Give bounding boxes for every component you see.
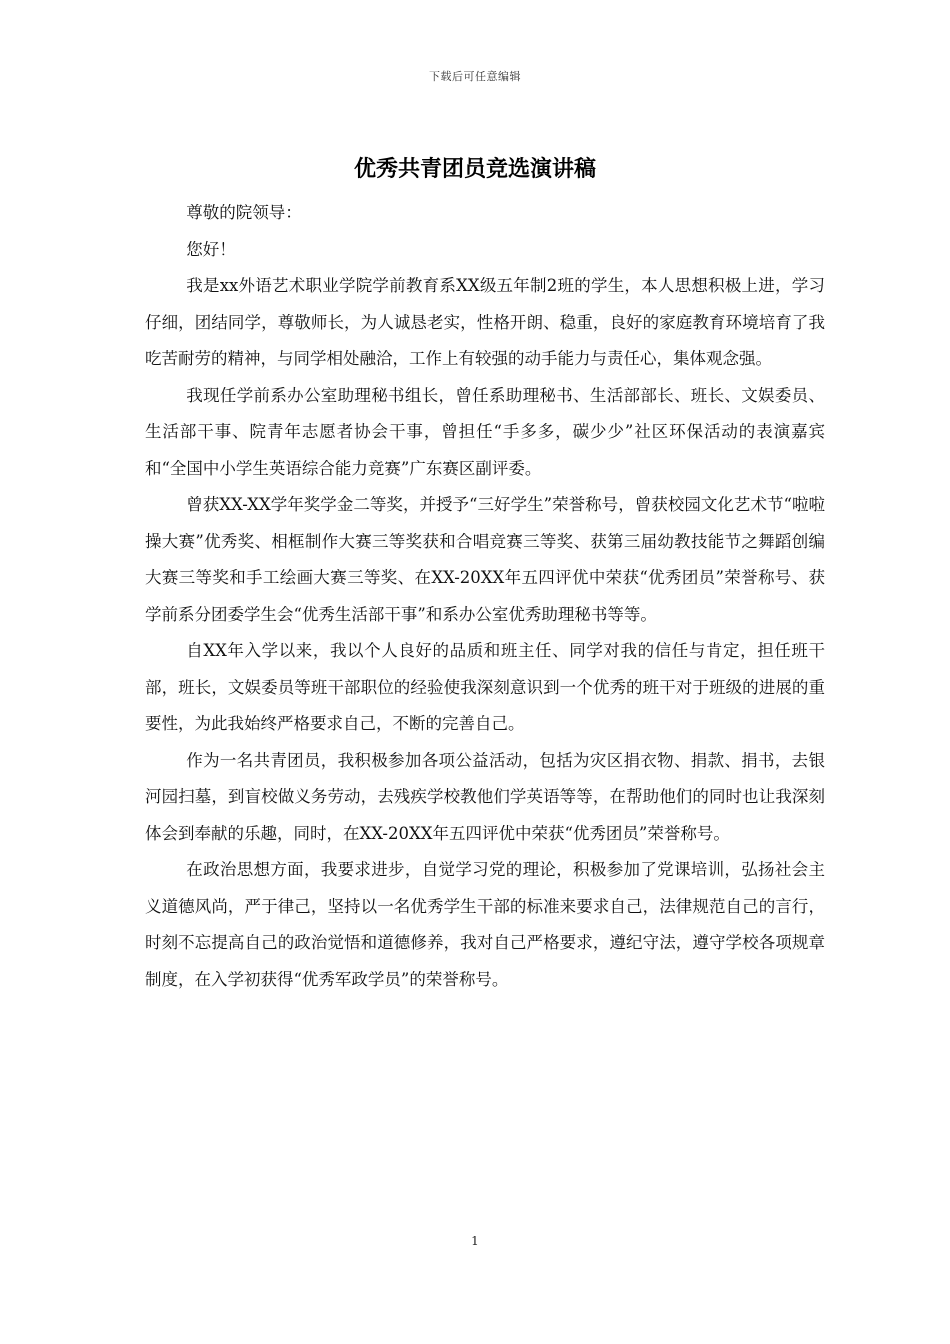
paragraph-politics: 在政治思想方面，我要求进步，自觉学习党的理论，积极参加了党课培训，弘扬社会主义道德风尚，严于律己，坚持以一名优秀学生干部的标准来要求自己，法律规范自己的言行，时刻不忘提高自己的政治觉悟和道德修养，我对自己严格要求，遵纪守法，遵守学校各项规章制度，在入学初获得“优秀军政学员”的荣誉称号。 <box>145 860 825 989</box>
paragraph-class-leader: 自XX年入学以来，我以个人良好的品质和班主任、同学对我的信任与肯定，担任班干部，班长，文娱委员等班干部职位的经验使我深刻意识到一个优秀的班干对于班级的进展的重要性，为此我始终严格要求自己，不断的完善自己。 <box>145 641 825 733</box>
paragraph-positions: 我现任学前系办公室助理秘书组长，曾任系助理秘书、生活部部长、班长、文娱委员、生活部干事、院青年志愿者协会干事，曾担任“手多多，碳少少”社区环保活动的表演嘉宾和“全国中小学生英语综合能力竞赛”广东赛区副评委。 <box>145 385 825 478</box>
header-note: 下载后可任意编辑 <box>429 70 521 83</box>
salutation: 尊敬的院领导： <box>186 203 302 222</box>
paragraph-intro: 我是xx外语艺术职业学院学前教育系XX级五年制2班的学生，本人思想积极上进，学习仔细，团结同学，尊敬师长，为人诚恳老实，性格开朗、稳重，良好的家庭教育环境培育了我吃苦耐劳的精神，与同学相处融洽，工作上有较强的动手能力与责任心，集体观念强。 <box>145 276 825 368</box>
page-number: 1 <box>471 1234 479 1248</box>
document-body <box>145 195 825 998</box>
greeting: 您好！ <box>186 239 236 259</box>
paragraph-awards: 曾获XX-XX学年奖学金二等奖，并授予“三好学生”荣誉称号，曾获校园文化艺术节“啦啦操大赛”优秀奖、相框制作大赛三等奖获和合唱竞赛三等奖、获第三届幼教技能节之舞蹈创编大赛三等奖和手工绘画大赛三等奖、在XX-20XX年五四评优中荣获“优秀团员”荣誉称号、获学前系分团委学生会“优秀生活部干事”和系办公室优秀助理秘书等等。 <box>145 495 825 624</box>
document-title: 优秀共青团员竞选演讲稿 <box>353 156 596 182</box>
paragraph-volunteering: 作为一名共青团员，我积极参加各项公益活动，包括为灾区捐衣物、捐款、捐书，去银河园扫墓，到盲校做义务劳动，去残疾学校教他们学英语等等，在帮助他们的同时也让我深刻体会到奉献的乐趣，同时，在XX-20XX年五四评优中荣获“优秀团员”荣誉称号。 <box>145 750 825 843</box>
